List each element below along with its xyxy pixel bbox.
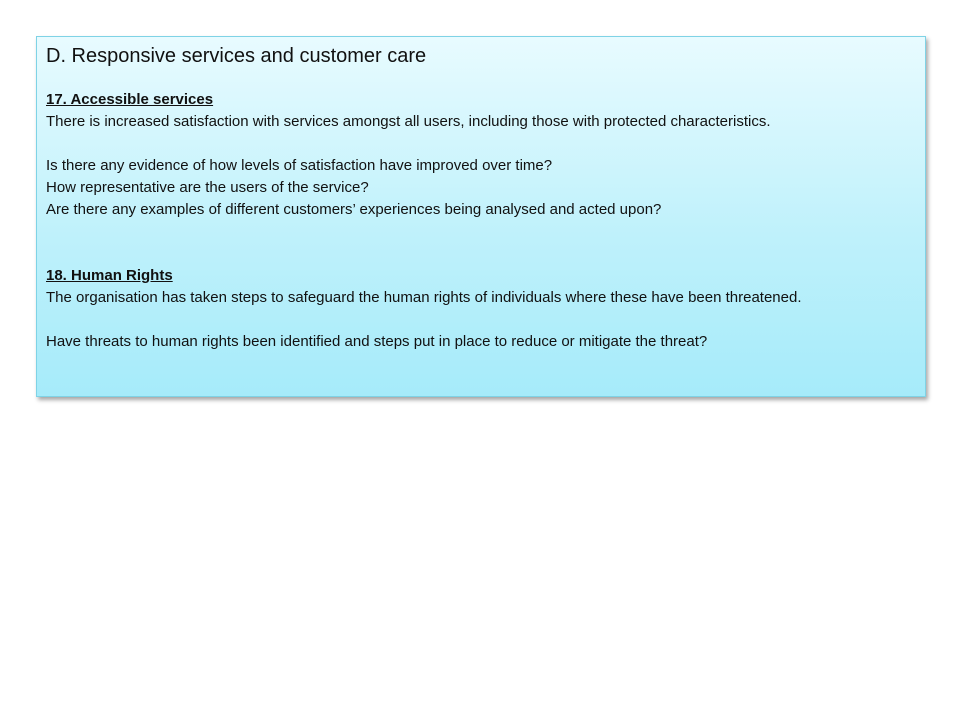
question-line: Is there any evidence of how levels of satisfaction have improved over time? — [46, 157, 553, 174]
spacer — [46, 133, 916, 155]
section-title-accessible-services: 17. Accessible services — [46, 91, 214, 108]
question-line: Are there any examples of different customers’ experiences being analysed and acted upon? — [46, 201, 662, 218]
section-statement: There is increased satisfaction with services amongst all users, including those with protected characteristics. — [46, 113, 771, 130]
spacer — [46, 221, 916, 265]
content-textbox — [36, 36, 926, 397]
spacer — [46, 309, 916, 331]
section-title-human-rights: 18. Human Rights — [46, 267, 173, 284]
question-line: How representative are the users of the service? — [46, 179, 369, 196]
section-statement: The organisation has taken steps to safeguard the human rights of individuals where these have been threatened. — [46, 289, 802, 306]
spacer — [46, 69, 916, 89]
question-line: Have threats to human rights been identified and steps put in place to reduce or mitigate the threat? — [46, 333, 708, 350]
slide-heading: D. Responsive services and customer care — [46, 45, 427, 67]
